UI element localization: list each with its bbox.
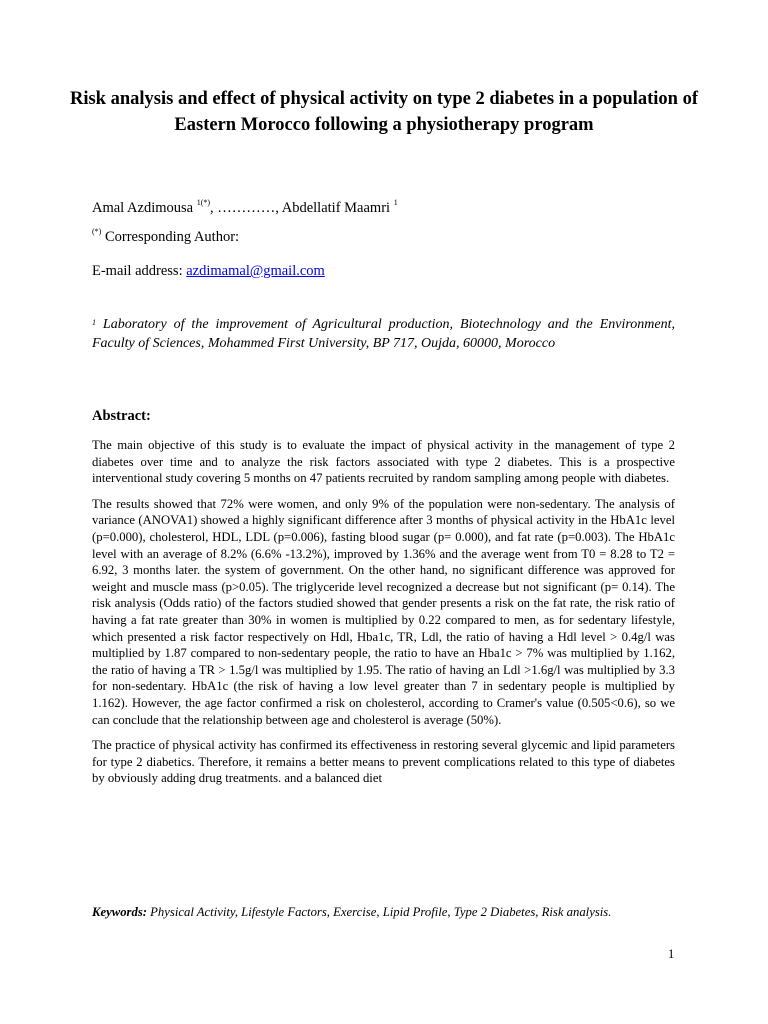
- abstract-paragraph: The practice of physical activity has confirmed its effectiveness in restoring several glycemic and lipid parameters for type 2 diabetics. Therefore, it remains a better means to prevent complications related to this type of diabetes by obviously adding drug treatments. and a balanced diet: [92, 738, 675, 786]
- author-line: [92, 200, 398, 217]
- author-affiliation-marker: 1: [393, 198, 398, 207]
- page-number: 1: [668, 947, 675, 961]
- keywords-label: Keywords:: [92, 905, 147, 919]
- abstract-paragraph: The results showed that 72% were women, and only 9% of the population were non-sedentary. The analysis of variance (ANOVA1) showed a highly significant difference after 3 months of physical activity in the HbA1c level (p=0.000), cholesterol, HDL, LDL (p=0.006), fasting blood sugar (p= 0.000), and fat rate (p=0.003). The HbA1c level with an average of 8.2% (6.6% -13.2%), improved by 1.36% and the average went from T0 = 8.28 to T2 = 6.92, 3 months later. the system of government. On the other hand, no significant difference was approved for weight and muscle mass (p>0.05). The triglyceride level recognized a decrease but not significant (p= 0.14). The risk analysis (Odds ratio) of the factors studied showed that gender presents a risk on the fat rate, the risk ratio of having a fat rate greater than 30% in women is multiplied by 0.22 compared to men, as for sedentary lifestyle, which presented a risk factor respectively on Hdl, Hba1c, TR, Ldl, the ratio of having a Hdl level > 0.4g/l was multiplied by 1.87 compared to non-sedentary people, the ratio to have an Hba1c > 7% was multiplied by 1.162, the ratio of having a TR > 1.5g/l was multiplied by 1.95. The ratio of having an Ldl >1.6g/l was multiplied by 3.3 for non-sedentary. HbA1c (the risk of having a low level greater than 7 in sedentary people is multiplied by 1.162). However, the age factor confirmed a risk on cholesterol, according to Cramer's value (0.505<0.6), so we can conclude that the relationship between age and cholesterol is average (50%).: [92, 496, 675, 727]
- abstract-paragraph: The main objective of this study is to evaluate the impact of physical activity in the management of type 2 diabetes over time and to analyze the risk factors associated with type 2 diabetes. This is a prospective interventional study covering 5 months on 47 patients recruited by random sampling among people with diabetes.: [92, 438, 675, 486]
- keywords: [92, 904, 675, 921]
- corresponding-author-line: [92, 229, 239, 246]
- email-line: [92, 263, 325, 280]
- affiliation-marker: 1: [92, 318, 96, 327]
- corresponding-marker: (*): [92, 227, 102, 236]
- abstract-body: [92, 437, 675, 796]
- email-link[interactable]: azdimamal@gmail.com: [186, 263, 325, 279]
- affiliation: [92, 316, 675, 353]
- paper-title: Risk analysis and effect of physical activity on type 2 diabetes in a population of Eastern Morocco following a physiotherapy program: [69, 89, 699, 135]
- keywords-text: Physical Activity, Lifestyle Factors, Exercise, Lipid Profile, Type 2 Diabetes, Risk analysis.: [146, 905, 612, 919]
- author-name: Amal Azdimousa: [92, 200, 194, 216]
- corresponding-label: Corresponding Author:: [101, 229, 240, 245]
- author-affiliation-marker: 1(*): [196, 198, 211, 207]
- email-label: E-mail address:: [92, 263, 187, 279]
- affiliation-text: Laboratory of the improvement of Agricultural production, Biotechnology and the Environment, Faculty of Sciences, Mohammed First University, BP 717, Oujda, 60000, Morocco: [92, 317, 675, 351]
- abstract-heading: Abstract:: [92, 408, 151, 424]
- author-list-rest: , …………, Abdellatif Maamri: [210, 200, 391, 216]
